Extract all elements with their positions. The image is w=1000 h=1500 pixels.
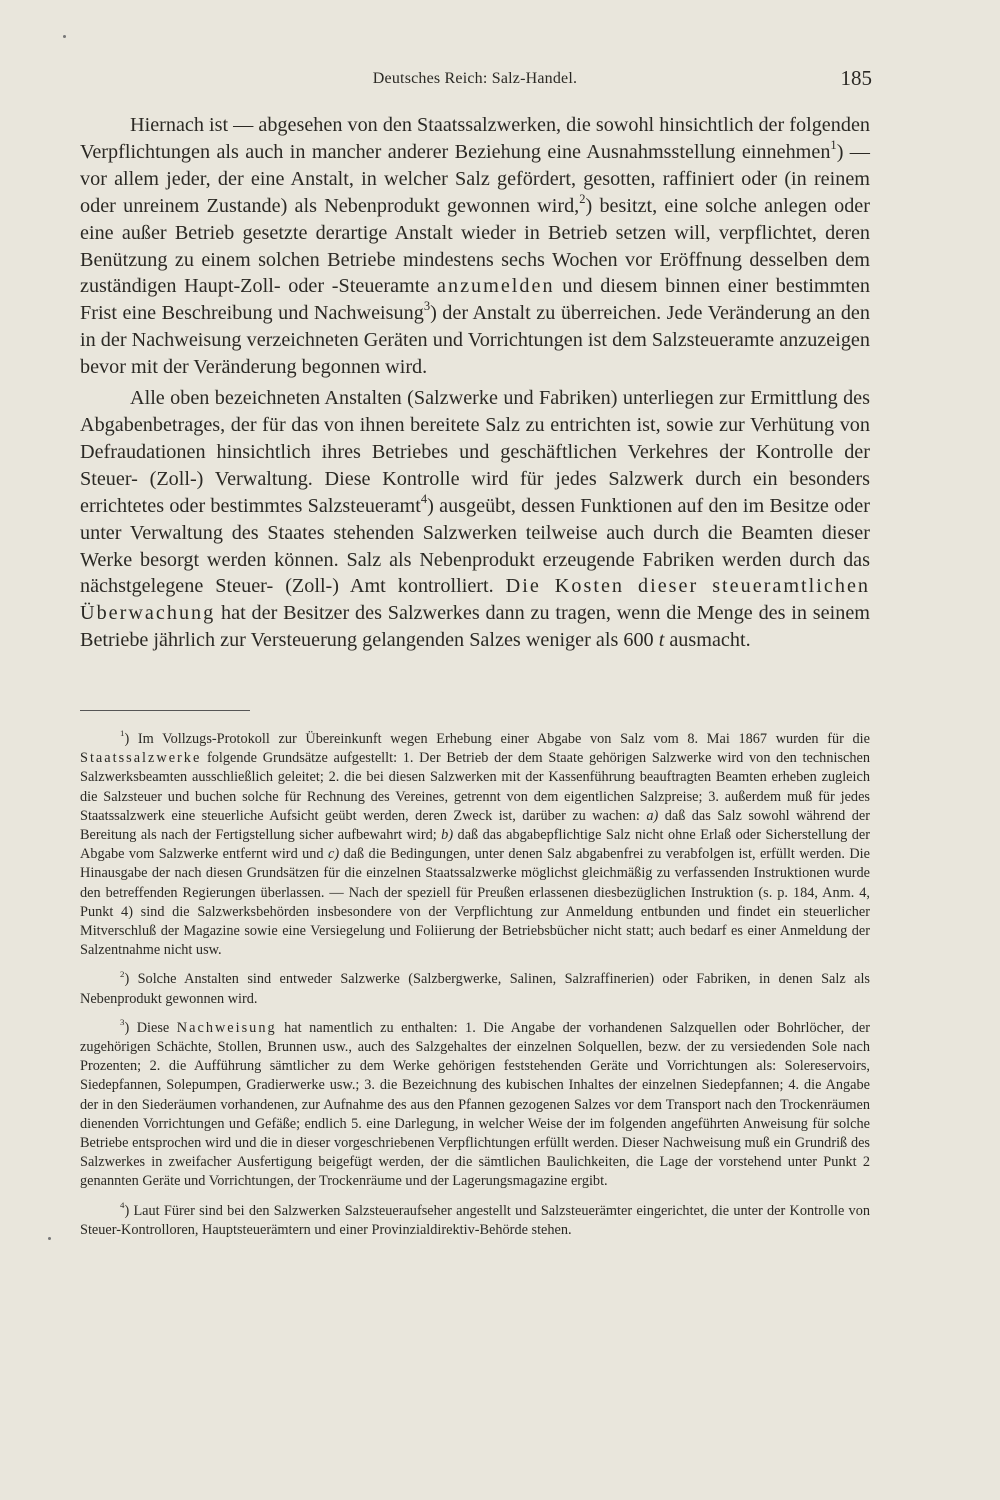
emphasis-spaced: Die Kosten dieser steueramtlichen Überwachung xyxy=(80,575,870,625)
enum-label: c) xyxy=(327,846,340,863)
footnote-separator xyxy=(80,710,250,711)
text-run: und diesem binnen einer bestimmten Frist eine Beschreibung und Nachweisung xyxy=(80,275,870,325)
page-header xyxy=(80,66,870,96)
footnote-4 xyxy=(80,1202,870,1240)
footnote-2 xyxy=(80,970,870,1008)
text-run: ) Laut Fürer sind bei den Salzwerken Salzsteueraufseher angestellt und Salzsteuerämter eingerichtet, die unter der Kontrolle von Steuer-Kontrolloren, Hauptsteuerämtern und einer Provinzialdirektiv-Behörde stehen. xyxy=(80,1202,870,1238)
text-run: ) besitzt, eine solche anlegen oder eine außer Betrieb gesetzte derartige Anstalt wieder in Betrieb setzen will, verpflichtet, deren Benützung zu einem solchen Betriebe mindestens sechs Wochen vor Eröffnung desselben dem zuständigen Haupt-Zoll- oder -Steueramte xyxy=(80,194,870,298)
footnote-ref-1: 1 xyxy=(830,137,837,152)
text-run: ) der Anstalt zu überreichen. Jede Veränderung an den in der Nachweisung verzeichneten Geräten und Vorrichtungen ist dem Salzsteueramte anzuzeigen bevor mit der Veränderung begonnen wird. xyxy=(80,302,870,379)
text-run: Hiernach ist — abgesehen von den Staatssalzwerken, die sowohl hinsichtlich der folgenden Verpflichtungen als auch in mancher anderer Beziehung eine Ausnahmsstellung einnehmen xyxy=(80,114,870,163)
footnote-1 xyxy=(80,730,870,960)
main-text xyxy=(80,112,870,654)
emphasis-spaced: Nachweisung xyxy=(176,1019,277,1036)
text-run: ) Solche Anstalten sind entweder Salzwerke (Salzbergwerke, Salinen, Salzraffinerien) oder Fabriken, in denen Salz als Nebenprodukt gewonnen wird. xyxy=(80,971,870,1007)
text-run: daß das Salz sowohl während der Bereitung als nach der Fertigstellung sicher aufbewahrt wird; xyxy=(80,807,871,844)
footnote-ref-2: 2 xyxy=(579,191,586,206)
text-run: daß die Bedingungen, unter denen Salz abgabenfrei zu verabfolgen ist, erfüllt werden. Die Hinausgabe der nach diesen Grundsätzen für die einzelnen Staatssalzwerke möglichst gleichmäßig zu verfassenden Instruktionen wurde den betreffenden Regierungen überlassen. — Nach der speziell für Preußen erlassenen diesbezüglichen Instruktion (s. p. 184, Anm. 4, Punkt 4) sind die Salzwerksbehörden insbesondere von der Verpflichtung zur Anmeldung entbunden und findet ein steuerlicher Mitverschluß der Magazine sowie eine Versiegelung und Foliierung der Betriebsbücher nicht statt; auch bedarf es einer Anmeldung der Salzentnahme nicht usw. xyxy=(80,846,870,959)
paragraph-1 xyxy=(80,112,870,381)
enum-label: a) xyxy=(646,807,659,824)
text-run: hat der Besitzer des Salzwerkes dann zu tragen, wenn die Menge des in seinem Betriebe jährlich zur Versteuerung gelangenden Salzes weniger als 600 xyxy=(80,602,870,652)
footnote-mark: 4 xyxy=(120,1200,125,1211)
text-run: ) — vor allem jeder, der eine Anstalt, in welcher Salz gefördert, gesotten, raffiniert oder (in reinem oder unreinem Zustande) als Nebenprodukt gewonnen wird, xyxy=(80,140,870,217)
footnote-mark: 1 xyxy=(120,728,125,739)
paragraph-2 xyxy=(80,385,870,654)
footnote-ref-4: 4 xyxy=(420,491,428,506)
text-run: ) ausgeübt, dessen Funktionen auf den im Besitze oder unter Verwaltung des Staates stehenden Salzwerken teilweise auch durch die Beamten dieser Werke besorgt werden können. Salz als Nebenprodukt erzeugende Fabriken werden durch das nächstgelegene Steuer- (Zoll-) Amt kontrolliert. xyxy=(80,494,870,598)
footnote-3 xyxy=(80,1019,870,1192)
unit-label: t xyxy=(658,629,665,652)
text-run: ausmacht. xyxy=(664,629,751,652)
text-run: hat namentlich zu enthalten: 1. Die Angabe der vorhandenen Salzquellen oder Bohrlöcher, der zugehörigen Schächte, Stollen, Brunnen usw., auch des Salzgehaltes der einzelnen Solquellen, bezw. der zu versiedenden Sole nach Prozenten; 2. die Aufführung sämtlicher zu dem Werke gehörigen feststehenden Geräte und Vorrichtungen als: Solereservoirs, Siedepfannen, Solepumpen, Gradierwerke usw.; 3. die Bezeichnung des kubischen Inhaltes der einzelnen Siedepfannen; 4. die Angabe der in den Siederäumen vorhandenen, zur Aufnahme des aus den Pfannen gezogenen Salzes vor dem Transport nach den Trockenräumen dienenden Vorrichtungen und Gefäße; endlich 5. eine Darlegung, in welcher Weise der im folgenden angeführten Anweisung für solche Betriebe entsprochen wird und die in dieser vorgeschriebenen Verpflichtungen erfüllt werden. Dieser Nachweisung muß ein Grundriß des Salzwerkes in zweifacher Ausfertigung beigefügt werden, der die sämtlichen Baulichkeiten, die Lage der vorstehend unter Punkt 2 genannten Geräte und Vorrichtungen, der Trockenräume und der Lagerungsmagazine ergibt. xyxy=(80,1019,870,1190)
enum-label: b) xyxy=(441,827,454,844)
text-run: daß das abgabepflichtige Salz nicht ohne Erlaß oder Sicherstellung der Abgabe vom Salzwerke entfernt wird und xyxy=(80,827,870,863)
footnote-ref-3: 3 xyxy=(423,299,431,314)
footnote-mark: 3 xyxy=(120,1017,125,1028)
text-run: ) Im Vollzugs-Protokoll zur Übereinkunft wegen Erhebung einer Abgabe von Salz vom 8. Mai 1867 wurden für die xyxy=(124,731,870,747)
paper-speck xyxy=(48,1237,51,1240)
text-run: folgende Grundsätze aufgestellt: 1. Der Betrieb der dem Staate gehörigen Salzwerke wird von den technischen Salzwerksbeamten ausschließlich geleitet; 2. die bei diesen Salzwerken mit der Kassenführung beauftragten Beamten erheben zugleich die Salzsteuer und buchen solche für Rechnung des Vereines, getrennt von dem eigentlichen Salzpreise; 3. außerdem muß für jedes Staatssalzwerk eine steuerliche Aufsicht geübt werden, deren Zweck ist, darüber zu wachen: xyxy=(80,750,870,824)
paper-speck xyxy=(63,35,66,38)
footnote-mark: 2 xyxy=(120,968,125,979)
text-run: Alle oben bezeichneten Anstalten (Salzwerke und Fabriken) unterliegen zur Ermittlung des Abgabenbetrages, der für das von ihnen bereitete Salz zu entrichten ist, sowie zur Verhütung von Defraudationen hinsichtlich ihres Betriebes und geschäftlichen Verkehres der Kontrolle der Steuer- (Zoll-) Verwaltung. Diese Kontrolle wird für jedes Salzwerk durch ein besonders errichtetes oder bestimmtes Salzsteueramt xyxy=(80,387,870,517)
emphasis-spaced: anzumelden xyxy=(437,275,555,298)
running-head: Deutsches Reich: Salz-Handel. xyxy=(372,70,578,87)
emphasis-spaced: Staatssalzwerke xyxy=(80,750,202,767)
footnotes xyxy=(80,730,870,1240)
text-run: ) Diese xyxy=(124,1019,177,1036)
page-number: 185 xyxy=(840,66,872,90)
